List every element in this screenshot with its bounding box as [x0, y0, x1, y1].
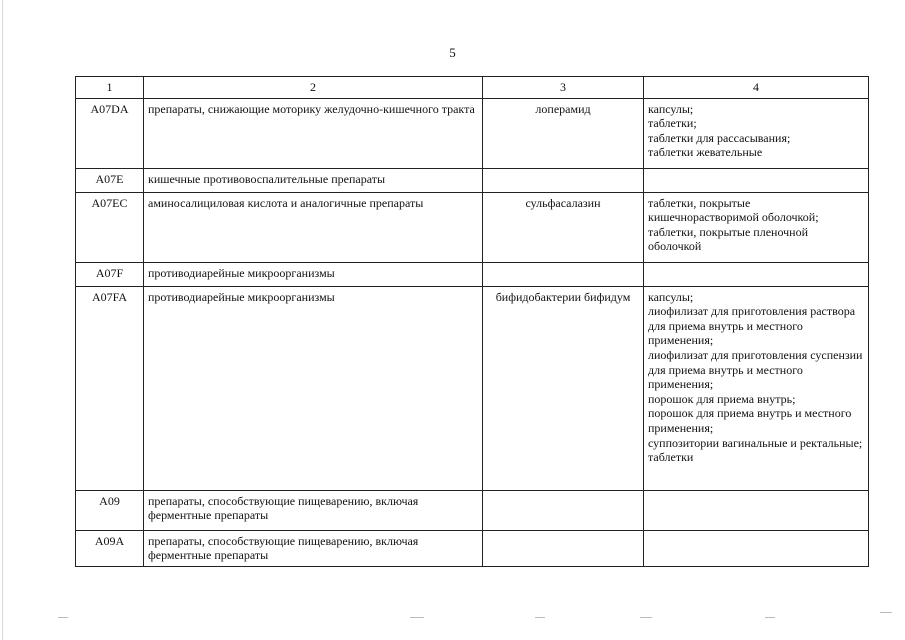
form-line: капсулы; [648, 101, 694, 116]
scan-speck [58, 617, 68, 618]
inn-cell [483, 490, 644, 530]
scan-speck [765, 617, 775, 618]
forms-cell [644, 192, 869, 262]
atc-code-cell: A07F [76, 262, 144, 286]
group-cell: препараты, способствующие пищеварению, включая ферментные препараты [144, 530, 483, 566]
form-line: таблетки; [648, 116, 697, 131]
table-row [76, 262, 869, 286]
form-line: суппозитории вагинальные и ректальные; [648, 435, 863, 450]
group-cell: противодиарейные микроорганизмы [144, 286, 483, 490]
table-row [76, 286, 869, 490]
group-cell: препараты, снижающие моторику желудочно-кишечного тракта [144, 98, 483, 168]
inn-cell: лоперамид [483, 98, 644, 168]
table-header-row [76, 77, 869, 99]
form-line: таблетки для рассасывания; [648, 130, 791, 145]
atc-code-cell: A07EC [76, 192, 144, 262]
form-line: лиофилизат для приготовления раствора для приема внутрь и местного применения; [648, 304, 856, 348]
form-line: таблетки, покрытые пленочной оболочкой [648, 224, 809, 254]
column-header-2: 2 [144, 77, 483, 99]
table-row [76, 192, 869, 262]
form-line: таблетки жевательные [648, 145, 763, 160]
column-header-1: 1 [76, 77, 144, 99]
drug-table [75, 76, 869, 567]
forms-cell [644, 168, 869, 192]
table-row [76, 530, 869, 566]
inn-cell [483, 168, 644, 192]
scan-edge-line [2, 0, 3, 640]
inn-cell [483, 262, 644, 286]
table-row [76, 98, 869, 168]
form-line: порошок для приема внутрь и местного применения; [648, 406, 852, 435]
form-line: капсулы; [648, 289, 694, 304]
group-cell: кишечные противовоспалительные препараты [144, 168, 483, 192]
atc-code-cell: A07E [76, 168, 144, 192]
forms-cell [644, 98, 869, 168]
atc-code-cell: A07FA [76, 286, 144, 490]
group-cell: аминосалициловая кислота и аналогичные препараты [144, 192, 483, 262]
inn-cell: бифидобактерии бифидум [483, 286, 644, 490]
group-cell: противодиарейные микроорганизмы [144, 262, 483, 286]
scan-speck [640, 617, 652, 618]
form-line: лиофилизат для приготовления суспензии для приема внутрь и местного применения; [648, 347, 863, 392]
group-cell: препараты, способствующие пищеварению, включая ферментные препараты [144, 490, 483, 530]
form-line: таблетки, покрытые кишечнорастворимой оболочкой; [648, 195, 819, 225]
forms-cell [644, 490, 869, 530]
table-row [76, 168, 869, 192]
forms-cell [644, 286, 869, 490]
forms-cell [644, 530, 869, 566]
form-line: таблетки [648, 450, 694, 465]
inn-cell [483, 530, 644, 566]
page-number: 5 [449, 45, 456, 60]
form-line: порошок для приема внутрь; [648, 391, 796, 406]
inn-cell: сульфасалазин [483, 192, 644, 262]
atc-code-cell: A09A [76, 530, 144, 566]
forms-cell [644, 262, 869, 286]
scan-speck [535, 617, 545, 618]
column-header-3: 3 [483, 77, 644, 99]
atc-code-cell: A09 [76, 490, 144, 530]
scan-speck [880, 612, 892, 613]
scan-speck [410, 617, 424, 618]
table-row [76, 490, 869, 530]
atc-code-cell: A07DA [76, 98, 144, 168]
column-header-4: 4 [644, 77, 869, 99]
